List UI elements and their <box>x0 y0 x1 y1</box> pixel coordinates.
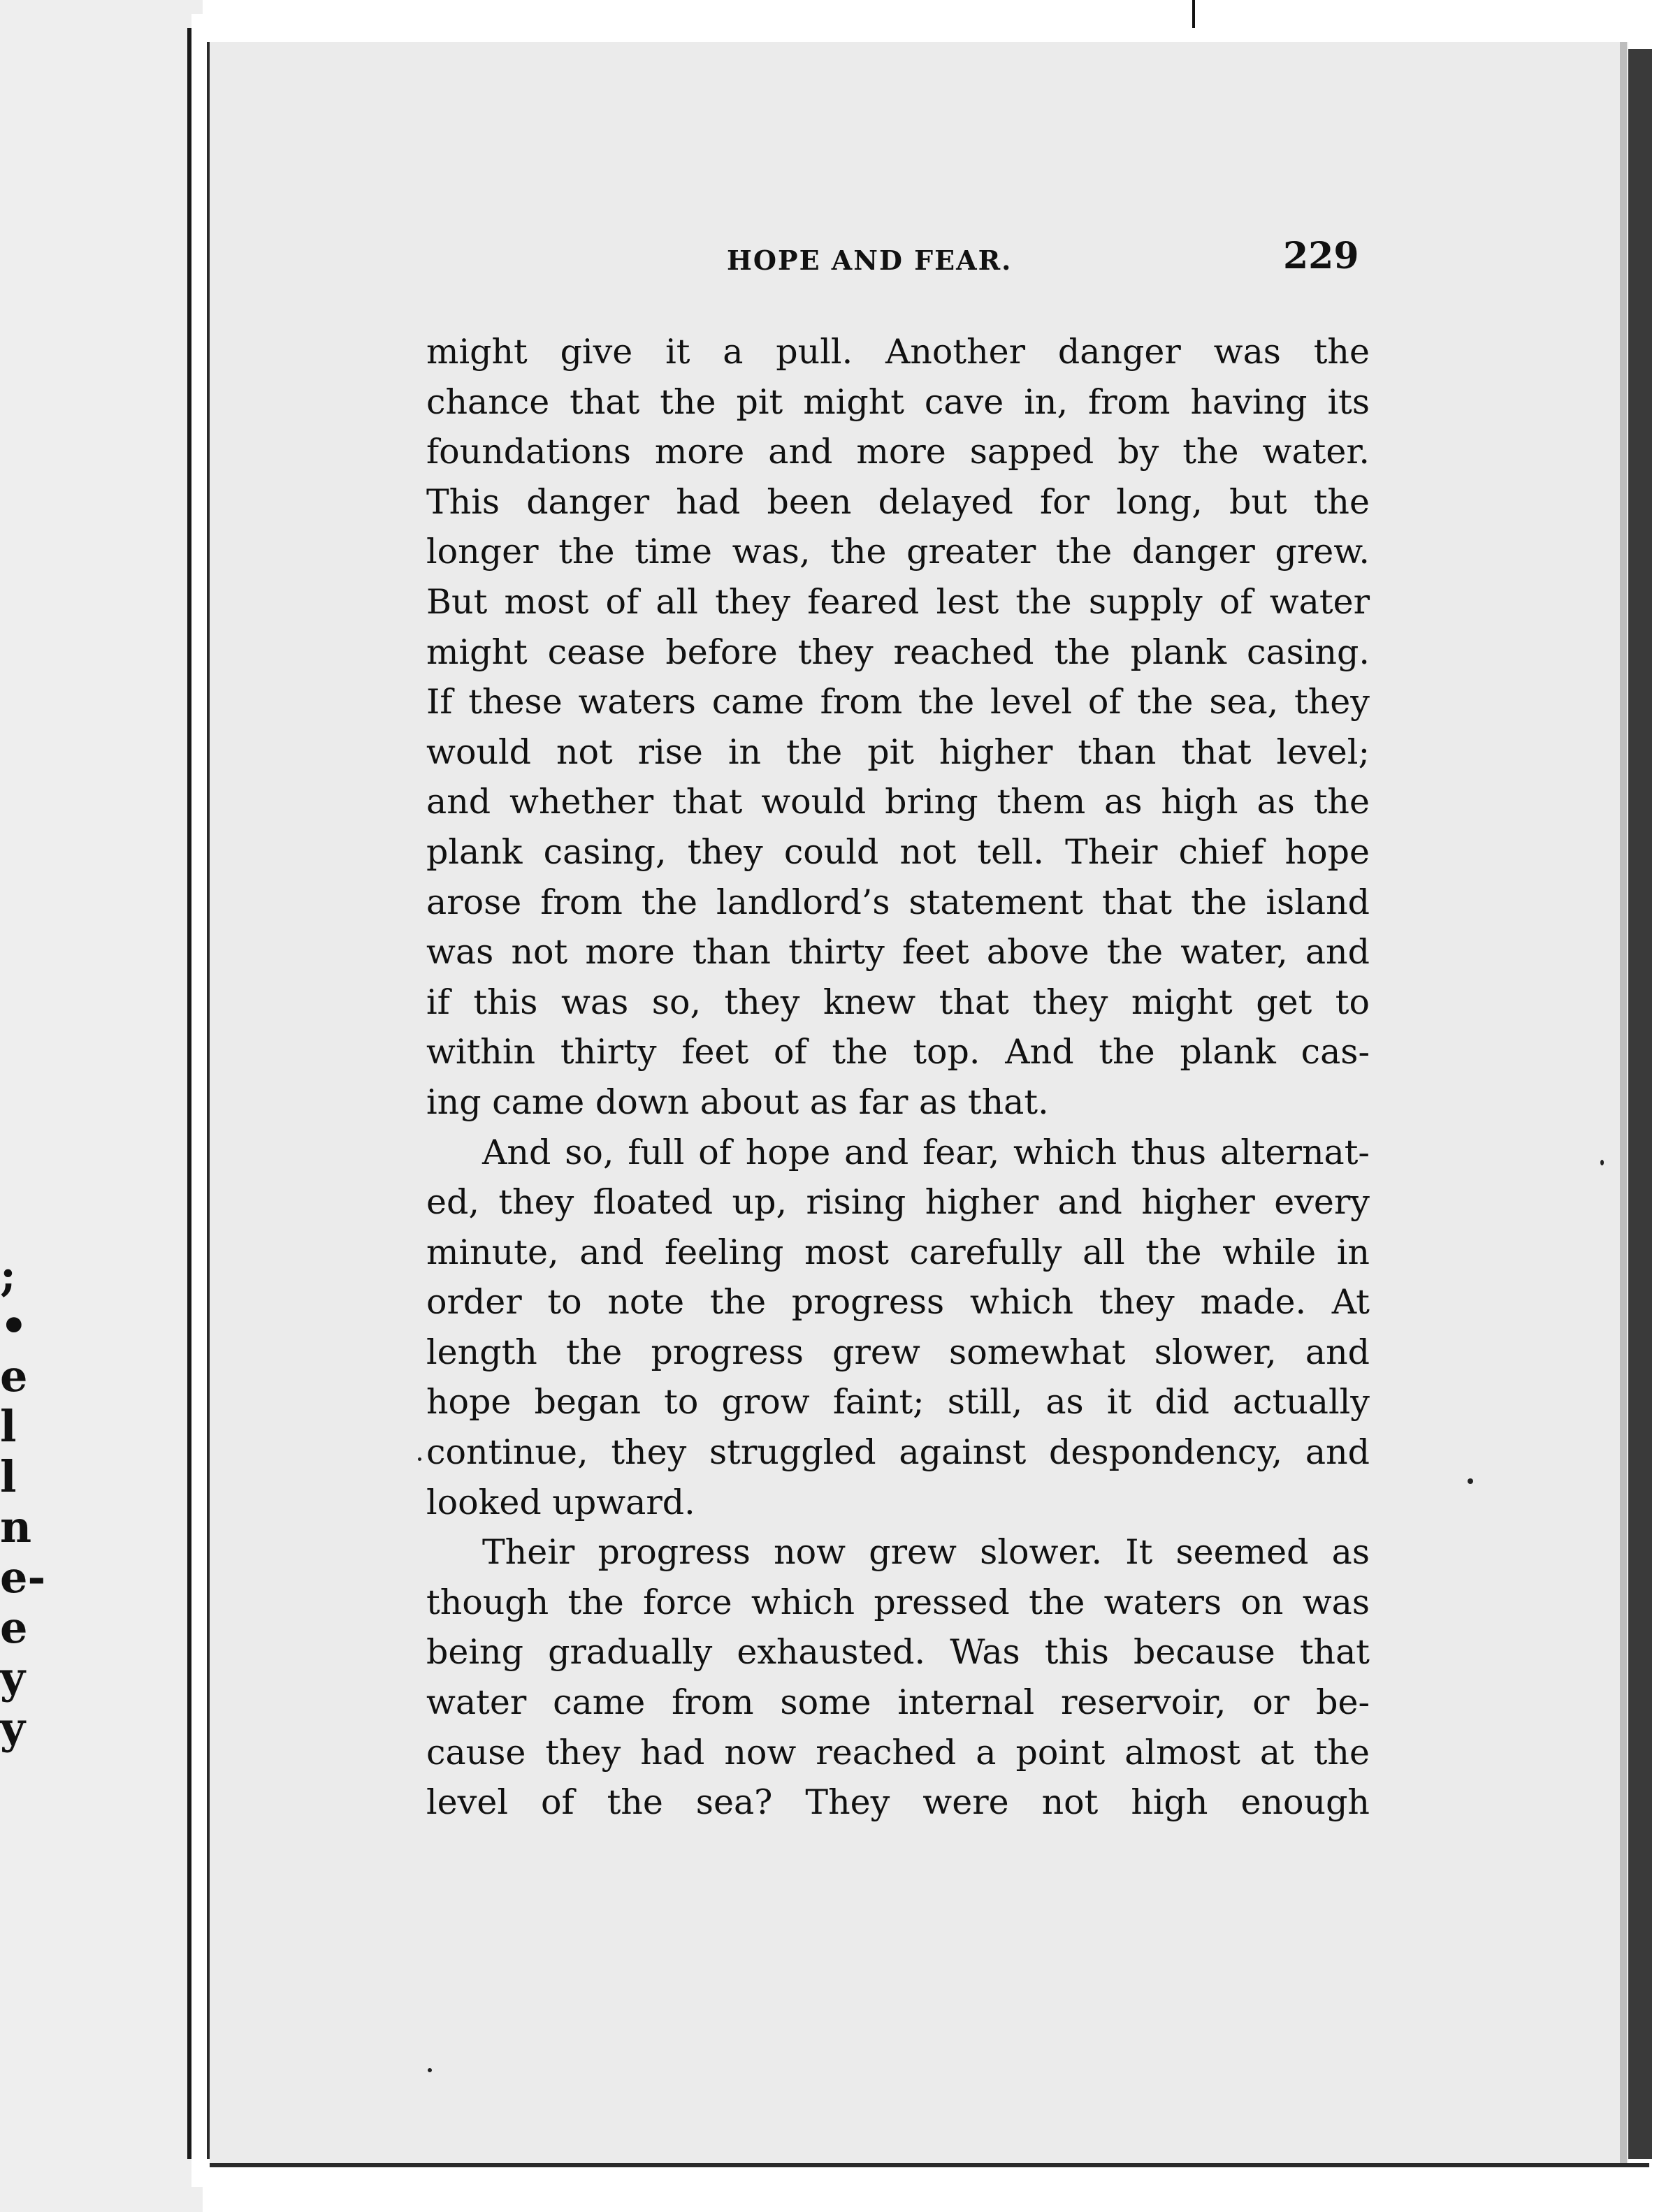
text-line: length the progress grew somewhat slower, and <box>426 1332 1370 1372</box>
text-line: water came from some internal reservoir, or be- <box>426 1682 1370 1723</box>
page-body-text <box>426 327 1370 1828</box>
text-line: ing came down about as far as that. <box>426 1082 1049 1122</box>
page-right-edge <box>1628 49 1652 2159</box>
text-line: hope began to grow faint; still, as it did actually <box>426 1382 1370 1422</box>
text-line: And so, full of hope and fear, which thus alternat- <box>482 1132 1370 1172</box>
text-line: if this was so, they knew that they might get to <box>426 982 1370 1022</box>
text-line: arose from the landlord’s statement that the island <box>426 882 1370 922</box>
text-line: minute, and feeling most carefully all the while in <box>426 1232 1370 1272</box>
fragment: y <box>0 1703 26 1754</box>
text-line: being gradually exhausted. Was this because that <box>426 1632 1370 1673</box>
text-line: chance that the pit might cave in, from having its <box>426 381 1370 422</box>
previous-page-strip <box>0 0 203 2212</box>
fragment: y <box>0 1652 26 1703</box>
running-head: HOPE AND FEAR. <box>727 245 1013 276</box>
fragment: ; <box>0 1250 16 1301</box>
text-line: This danger had been delayed for long, but the <box>426 481 1370 522</box>
text-line: If these waters came from the level of the sea, they <box>426 682 1370 722</box>
text-line: would not rise in the pit higher than that level; <box>426 732 1370 772</box>
book-gutter <box>191 14 207 2187</box>
fragment: e- <box>0 1552 46 1603</box>
text-line: within thirty feet of the top. And the plank cas- <box>426 1032 1370 1072</box>
text-line: looked upward. <box>426 1482 695 1522</box>
text-line: and whether that would bring them as high as the <box>426 782 1370 822</box>
scan-speck <box>1468 1478 1473 1484</box>
text-line: But most of all they feared lest the supply of water <box>426 581 1370 622</box>
paragraph <box>426 327 1370 1128</box>
text-line: cause they had now reached a point almost at the <box>426 1732 1370 1773</box>
text-line: order to note the progress which they made. At <box>426 1282 1370 1323</box>
fragment: l <box>0 1401 17 1452</box>
scan-speck <box>1600 1160 1604 1165</box>
fragment: e <box>0 1351 28 1402</box>
text-line: foundations more and more sapped by the water. <box>426 432 1370 472</box>
fragment: n <box>0 1501 32 1552</box>
text-line: level of the sea? They were not high enough <box>426 1782 1370 1823</box>
page-right-edge-shade <box>1620 42 1627 2166</box>
scan-artifact-mark <box>1192 0 1195 28</box>
text-line: ed, they floated up, rising higher and higher every <box>426 1182 1370 1223</box>
text-line: might cease before they reached the plank casing. <box>426 632 1370 672</box>
scan-speck <box>428 2068 432 2072</box>
text-line: plank casing, they could not tell. Their chief hope <box>426 831 1370 872</box>
text-line: might give it a pull. Another danger was the <box>426 332 1370 372</box>
paragraph <box>426 1527 1370 1828</box>
page-number: 229 <box>1283 235 1359 277</box>
text-line: was not more than thirty feet above the water, and <box>426 932 1370 973</box>
fragment: e <box>0 1602 28 1653</box>
paragraph <box>426 1128 1370 1528</box>
text-line: longer the time was, the greater the danger grew. <box>426 532 1370 572</box>
text-line: though the force which pressed the waters on was <box>426 1582 1370 1622</box>
page-bottom-edge <box>210 2163 1649 2167</box>
scan-speck <box>418 1457 421 1461</box>
text-line: continue, they struggled against despondency, and <box>426 1432 1370 1473</box>
previous-page-fragments <box>0 1250 46 1754</box>
fragment: l <box>0 1451 17 1502</box>
fragment: • <box>0 1300 28 1351</box>
text-line: Their progress now grew slower. It seemed as <box>482 1532 1370 1573</box>
